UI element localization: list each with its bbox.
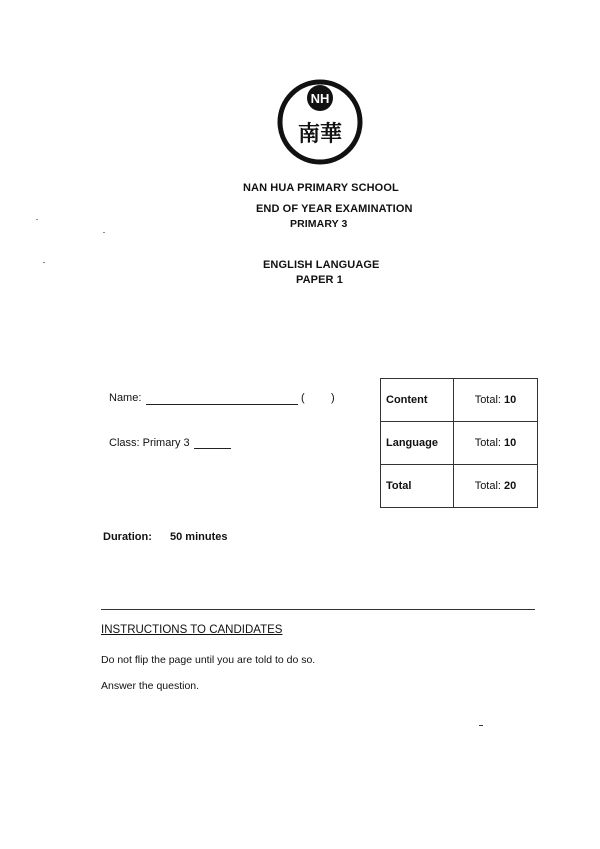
divider (101, 609, 535, 610)
score-row-label: Content (381, 379, 454, 422)
name-field[interactable] (146, 404, 298, 405)
name-label: Name: (109, 392, 142, 404)
duration-value: 50 minutes (170, 531, 228, 543)
duration-label: Duration: (103, 531, 152, 543)
table-row (381, 422, 538, 465)
paper-title: PAPER 1 (296, 274, 343, 286)
instructions-heading: INSTRUCTIONS TO CANDIDATES (101, 624, 283, 636)
scan-speck (103, 232, 105, 233)
logo-chinese-text: 南華 (297, 122, 343, 147)
score-table (380, 378, 538, 508)
instruction-line: Do not flip the page until you are told to do so. (101, 654, 316, 666)
instruction-line: Answer the question. (101, 680, 200, 692)
exam-level: PRIMARY 3 (290, 218, 348, 230)
score-row-label: Language (381, 422, 454, 465)
class-field[interactable] (194, 448, 231, 449)
score-row-total: Total: 20 (454, 465, 538, 508)
exam-title: END OF YEAR EXAMINATION (256, 203, 413, 215)
scan-speck (43, 262, 45, 263)
table-row (381, 379, 538, 422)
school-name: NAN HUA PRIMARY SCHOOL (243, 182, 399, 194)
table-row (381, 465, 538, 508)
scan-speck (36, 219, 38, 220)
logo-monogram: NH (310, 91, 330, 106)
subject-title: ENGLISH LANGUAGE (263, 259, 380, 271)
register-number-close: ) (331, 392, 335, 404)
scan-speck (479, 725, 483, 726)
score-row-total: Total: 10 (454, 379, 538, 422)
school-logo (277, 77, 363, 167)
score-row-label: Total (381, 465, 454, 508)
class-label: Class: Primary 3 (109, 437, 190, 449)
register-number-open: ( (301, 392, 305, 404)
score-row-total: Total: 10 (454, 422, 538, 465)
